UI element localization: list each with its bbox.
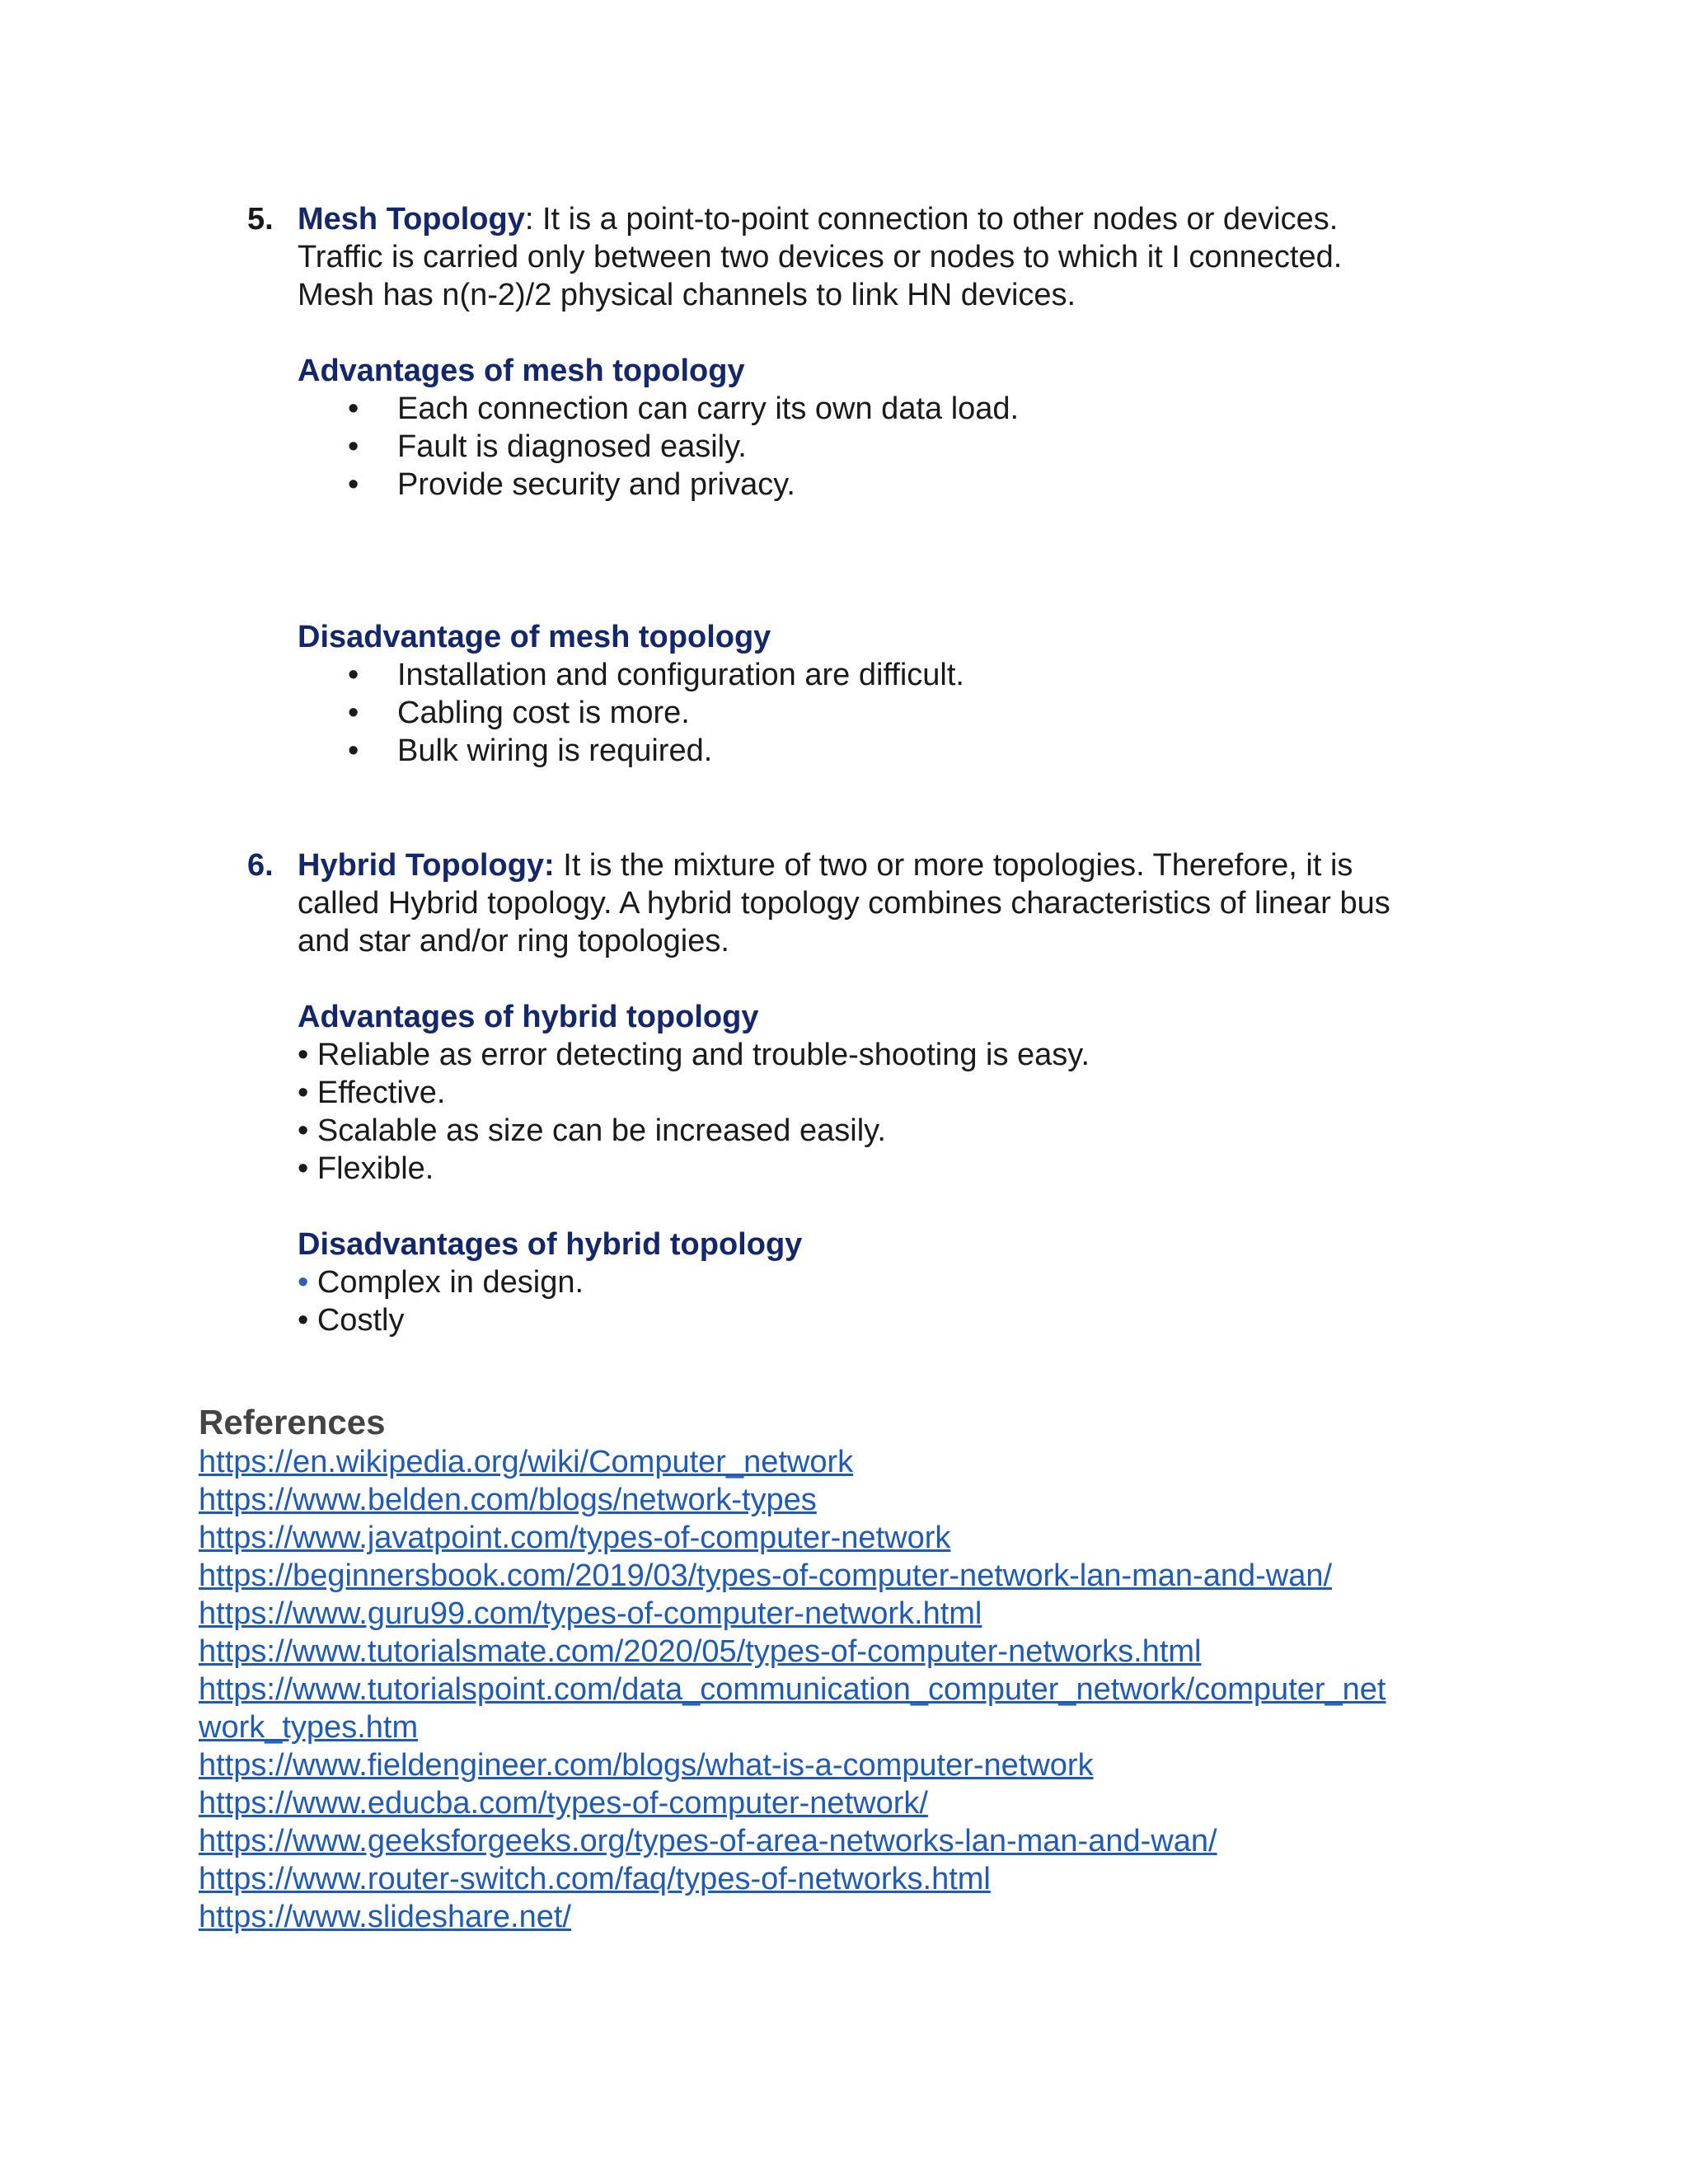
bullet-icon: • bbox=[348, 658, 359, 692]
mesh-disadvantage-item: Installation and configuration are difficult. bbox=[397, 658, 964, 692]
mesh-advantage-item: Fault is diagnosed easily. bbox=[397, 429, 747, 464]
hybrid-advantages-heading: Advantages of hybrid topology bbox=[298, 1000, 759, 1034]
hybrid-advantage-item: • Reliable as error detecting and trouble-shooting is easy. bbox=[298, 1038, 1090, 1072]
section-6-number: 6. bbox=[247, 848, 274, 883]
reference-link[interactable]: https://www.router-switch.com/faq/types-of-networks.html bbox=[199, 1862, 991, 1896]
reference-link[interactable]: https://en.wikipedia.org/wiki/Computer_network bbox=[199, 1445, 854, 1479]
section-6-intro-line bbox=[298, 846, 1353, 884]
section-5-line-3: Mesh has n(n-2)/2 physical channels to link HN devices. bbox=[298, 278, 1076, 312]
reference-link-continuation[interactable]: work_types.htm bbox=[199, 1710, 419, 1745]
bullet-icon: • bbox=[348, 391, 359, 426]
section-6-line-3: and star and/or ring topologies. bbox=[298, 924, 729, 958]
bullet-icon: • bbox=[348, 696, 359, 730]
hybrid-disadvantage-item: • Costly bbox=[298, 1303, 405, 1338]
bullet-icon: • bbox=[348, 429, 359, 464]
reference-link[interactable]: https://www.geeksforgeeks.org/types-of-area-networks-lan-man-and-wan/ bbox=[199, 1824, 1217, 1858]
section-5-intro-text: : It is a point-to-point connection to other nodes or devices. bbox=[524, 202, 1339, 237]
reference-link[interactable]: https://www.slideshare.net/ bbox=[199, 1900, 571, 1934]
hybrid-advantage-item: • Flexible. bbox=[298, 1151, 434, 1186]
mesh-disadvantages-heading: Disadvantage of mesh topology bbox=[298, 620, 771, 654]
mesh-disadvantage-item: Bulk wiring is required. bbox=[397, 733, 713, 768]
bullet-icon: • bbox=[298, 1265, 309, 1300]
hybrid-advantage-item: • Effective. bbox=[298, 1076, 446, 1110]
mesh-disadvantage-item: Cabling cost is more. bbox=[397, 696, 690, 730]
section-5-intro-line bbox=[298, 200, 1338, 238]
mesh-advantage-item: Provide security and privacy. bbox=[397, 467, 795, 502]
mesh-advantages-heading: Advantages of mesh topology bbox=[298, 354, 745, 388]
mesh-advantage-item: Each connection can carry its own data load. bbox=[397, 391, 1020, 426]
bullet-icon: • bbox=[348, 733, 359, 768]
section-5-title: Mesh Topology bbox=[298, 202, 525, 237]
reference-link[interactable]: https://www.fieldengineer.com/blogs/what-is-a-computer-network bbox=[199, 1748, 1094, 1783]
section-5-line-2: Traffic is carried only between two devices or nodes to which it I connected. bbox=[298, 240, 1343, 274]
hybrid-advantage-item: • Scalable as size can be increased easily. bbox=[298, 1113, 886, 1148]
bullet-icon: • bbox=[348, 467, 359, 502]
reference-link[interactable]: https://www.javatpoint.com/types-of-computer-network bbox=[199, 1521, 951, 1555]
section-6-title: Hybrid Topology: bbox=[298, 848, 555, 883]
reference-link[interactable]: https://www.tutorialspoint.com/data_communication_computer_network/computer_net bbox=[199, 1672, 1386, 1707]
section-6-line-2: called Hybrid topology. A hybrid topology combines characteristics of linear bus bbox=[298, 886, 1390, 921]
reference-link[interactable]: https://www.belden.com/blogs/network-types bbox=[199, 1483, 817, 1517]
hybrid-disadvantage-text: Complex in design. bbox=[308, 1265, 584, 1300]
section-6-intro-text: It is the mixture of two or more topologies. Therefore, it is bbox=[554, 848, 1353, 883]
reference-link[interactable]: https://beginnersbook.com/2019/03/types-of-computer-network-lan-man-and-wan/ bbox=[199, 1558, 1333, 1593]
reference-link[interactable]: https://www.guru99.com/types-of-computer-network.html bbox=[199, 1596, 982, 1631]
hybrid-disadvantage-item bbox=[298, 1263, 584, 1301]
reference-link[interactable]: https://www.tutorialsmate.com/2020/05/types-of-computer-networks.html bbox=[199, 1634, 1202, 1669]
references-heading: References bbox=[199, 1403, 386, 1441]
hybrid-disadvantages-heading: Disadvantages of hybrid topology bbox=[298, 1227, 803, 1262]
section-5-number: 5. bbox=[247, 202, 274, 237]
reference-link[interactable]: https://www.educba.com/types-of-computer-network/ bbox=[199, 1786, 928, 1821]
